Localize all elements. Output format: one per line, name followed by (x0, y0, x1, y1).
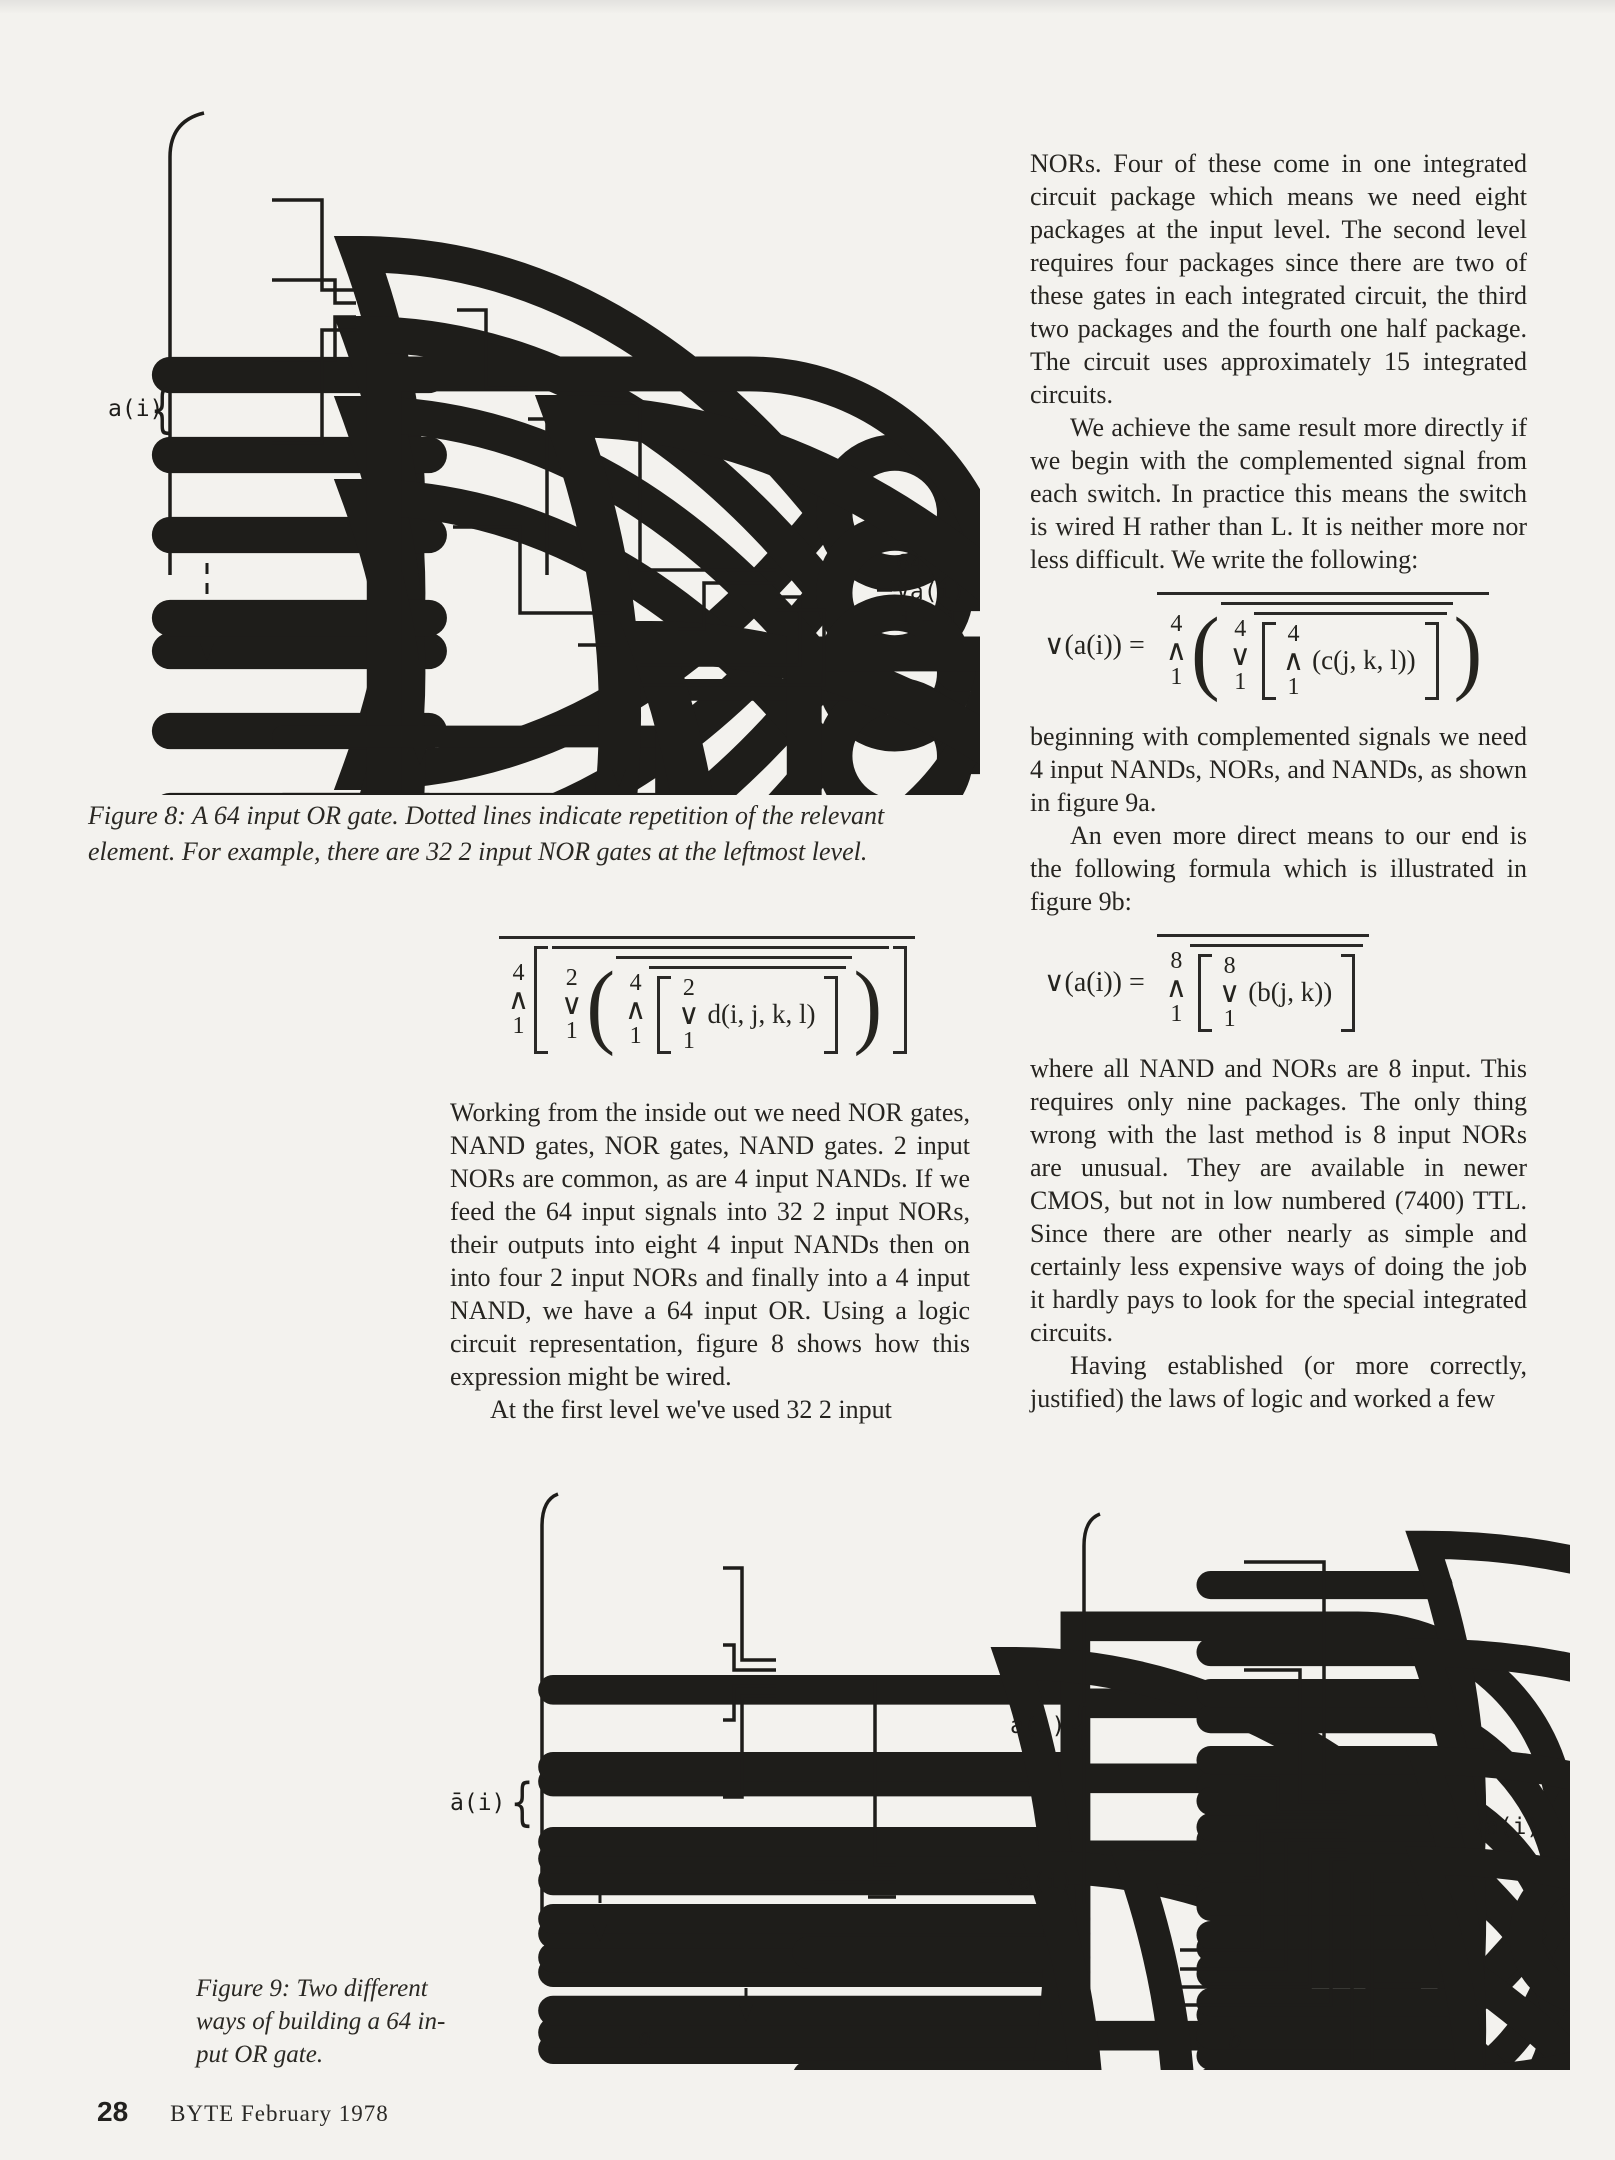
limit-bottom: 1 (1223, 1005, 1236, 1032)
left-bracket (657, 976, 671, 1054)
right-bracket (1341, 954, 1355, 1032)
body-paragraph: NORs. Four of these come in one integrated circuit package which means we need eight packages at the input level. The second level requires four packages since there are two of these gates in each integrated circuit, the third two packages and the fourth one half package. The circuit uses approximately 15 integrated circuits. (1030, 149, 1527, 409)
left-text-column (450, 1096, 970, 1426)
and-limit (625, 971, 646, 1049)
fig8-output-index: i = 1 (900, 608, 958, 630)
formula-right-1 (1044, 592, 1527, 703)
body-paragraph: Having established (or more correctly, justified) the laws of logic and worked a few (1030, 1350, 1527, 1413)
figure9-caption (196, 1972, 496, 2071)
formula-lhs: ∨(a(i)) = (1044, 967, 1145, 999)
right-bracket (1425, 622, 1439, 700)
formula-argument: (c(j, k, l)) (1312, 645, 1416, 676)
limit-bottom: 1 (1170, 1000, 1183, 1027)
fig9b-tag: b (1228, 2024, 1242, 2054)
or-limit (1230, 617, 1251, 695)
left-bracket (1262, 622, 1276, 700)
fig8-input-label: a(i) (108, 396, 164, 422)
overline-level3 (1254, 612, 1447, 700)
caption-line: ways of building a 64 in- (196, 2008, 446, 2035)
body-paragraph: At the first level we've used 32 2 input (490, 1395, 892, 1424)
and-limit (1166, 612, 1187, 690)
figure8-diagram (100, 105, 980, 795)
left-bracket (534, 946, 548, 1054)
overline-level2 (552, 946, 889, 1057)
fig9a-tag: a (638, 2021, 652, 2051)
left-paren: ( (586, 951, 615, 1057)
or-operator: ∨ (1219, 975, 1241, 1010)
fig8-output-label: ∨a(i) (896, 579, 966, 605)
right-paren: ) (853, 951, 883, 1057)
right-bracket (893, 946, 907, 1054)
limit-top: 4 (1170, 611, 1183, 637)
or-limit (1219, 954, 1240, 1032)
formula-argument: d(i, j, k, l) (707, 999, 816, 1030)
overline-level3 (616, 956, 852, 1054)
figure8-caption: Figure 8: A 64 input OR gate. Dotted lines indicate repetition of the relevant element. For example, there are 32 2 input NOR gates at the leftmost level. (88, 801, 885, 866)
limit-bottom: 1 (1234, 668, 1247, 695)
footer-text: BYTE February 1978 (170, 2101, 389, 2126)
or-operator: ∨ (561, 987, 583, 1022)
fig9a-input-label: ā(i) (450, 1790, 506, 1816)
limit-top: 2 (682, 975, 695, 1001)
caption-line: put OR gate. (196, 2041, 324, 2068)
fig8-input-bus (170, 113, 204, 575)
and-operator: ∧ (507, 982, 530, 1017)
wire (723, 1645, 776, 1670)
limit-top: 4 (629, 970, 642, 996)
or-operator: ∨ (1229, 638, 1251, 673)
overline-level4 (649, 966, 846, 1054)
limit-bottom: 1 (512, 1012, 525, 1039)
and-limit (1283, 622, 1304, 700)
body-paragraph: where all NAND and NORs are 8 input. This requires only nine packages. The only thing wrong with the last method is 8 input NORs are unusual. They are available in newer CMOS, but not in low numbered (7400) TTL. Since there are other nearly as simple and certainly less expensive ways of doing the job it hardly pays to look for the special integrated circuits. (1030, 1053, 1527, 1347)
limit-top: 4 (1287, 621, 1300, 647)
fig9b-output-label: ∨a(i) (1471, 1814, 1541, 1840)
overline-level1 (1157, 934, 1369, 1032)
overline-level2 (1221, 602, 1453, 700)
limit-top: 8 (1170, 947, 1183, 974)
overline-level1 (499, 936, 915, 1057)
left-bracket (1198, 954, 1212, 1032)
and-operator: ∧ (1165, 633, 1188, 668)
formula-left-column (462, 936, 952, 1057)
or-operator: ∨ (678, 997, 700, 1032)
body-paragraph: An even more direct means to our end is the following formula which is illustrated in figure 9b: (1030, 820, 1527, 916)
limit-bottom: 1 (629, 1022, 642, 1049)
figure9-diagram (370, 1480, 1570, 2070)
fig8-output-limit: 64 (896, 551, 924, 577)
page-number: 28 (97, 2096, 129, 2127)
right-paren: ) (1453, 597, 1483, 703)
and-operator: ∧ (1282, 643, 1305, 678)
limit-top: 4 (512, 960, 525, 986)
brace-glyph: { (150, 379, 175, 440)
formula-lhs: ∨(a(i)) = (1044, 630, 1145, 662)
body-paragraph: We achieve the same result more directly if we begin with the complemented signal from each switch. In practice this means the switch is wired H rather than L. It is neither more nor less difficult. We write the following: (1030, 413, 1527, 574)
and-operator: ∧ (1165, 970, 1188, 1005)
right-bracket (824, 976, 838, 1054)
fig9b-input-label: a(i) (1010, 1713, 1066, 1739)
formula-argument: (b(j, k)) (1248, 977, 1333, 1008)
overline-level1 (1157, 592, 1489, 703)
and-limit (1166, 949, 1187, 1027)
body-paragraph: beginning with complemented signals we need 4 input NANDs, NORs, and NANDs, as shown in figure 9a. (1030, 721, 1527, 817)
limit-bottom: 1 (565, 1017, 578, 1044)
and-operator: ∧ (625, 992, 647, 1027)
formula-right-2 (1044, 934, 1527, 1032)
body-paragraph: Working from the inside out we need NOR gates, NAND gates, NOR gates, NAND gates. 2 input NORs are common, as are 4 input NANDs. If we feed the 64 input signals into 32 2 input NORs, their outputs into eight 4 input NANDs then on into four 2 input NORs and finally into a 4 input NAND, we have a 64 input OR. Using a logic circuit representation, figure 8 shows how this expression might be wired. (450, 1098, 970, 1391)
limit-bottom: 1 (682, 1027, 695, 1054)
limit-bottom: 1 (1287, 673, 1300, 700)
fig9a-output-label: ∨a(i) (1004, 1869, 1074, 1895)
right-text-column (1030, 147, 1527, 1415)
overline-level2 (1190, 944, 1363, 1032)
limit-top: 4 (1234, 616, 1247, 642)
brace-glyph: { (510, 1772, 535, 1833)
limit-top: 2 (565, 965, 578, 991)
or-limit (678, 976, 699, 1054)
or-limit (561, 966, 582, 1044)
limit-bottom: 1 (1170, 663, 1183, 690)
brace-glyph: { (1068, 1694, 1093, 1755)
page-footer (97, 2096, 389, 2128)
left-paren: ( (1191, 597, 1220, 703)
limit-top: 8 (1223, 952, 1236, 979)
caption-line: Figure 9: Two different (196, 1975, 428, 2002)
and-limit (508, 961, 529, 1039)
